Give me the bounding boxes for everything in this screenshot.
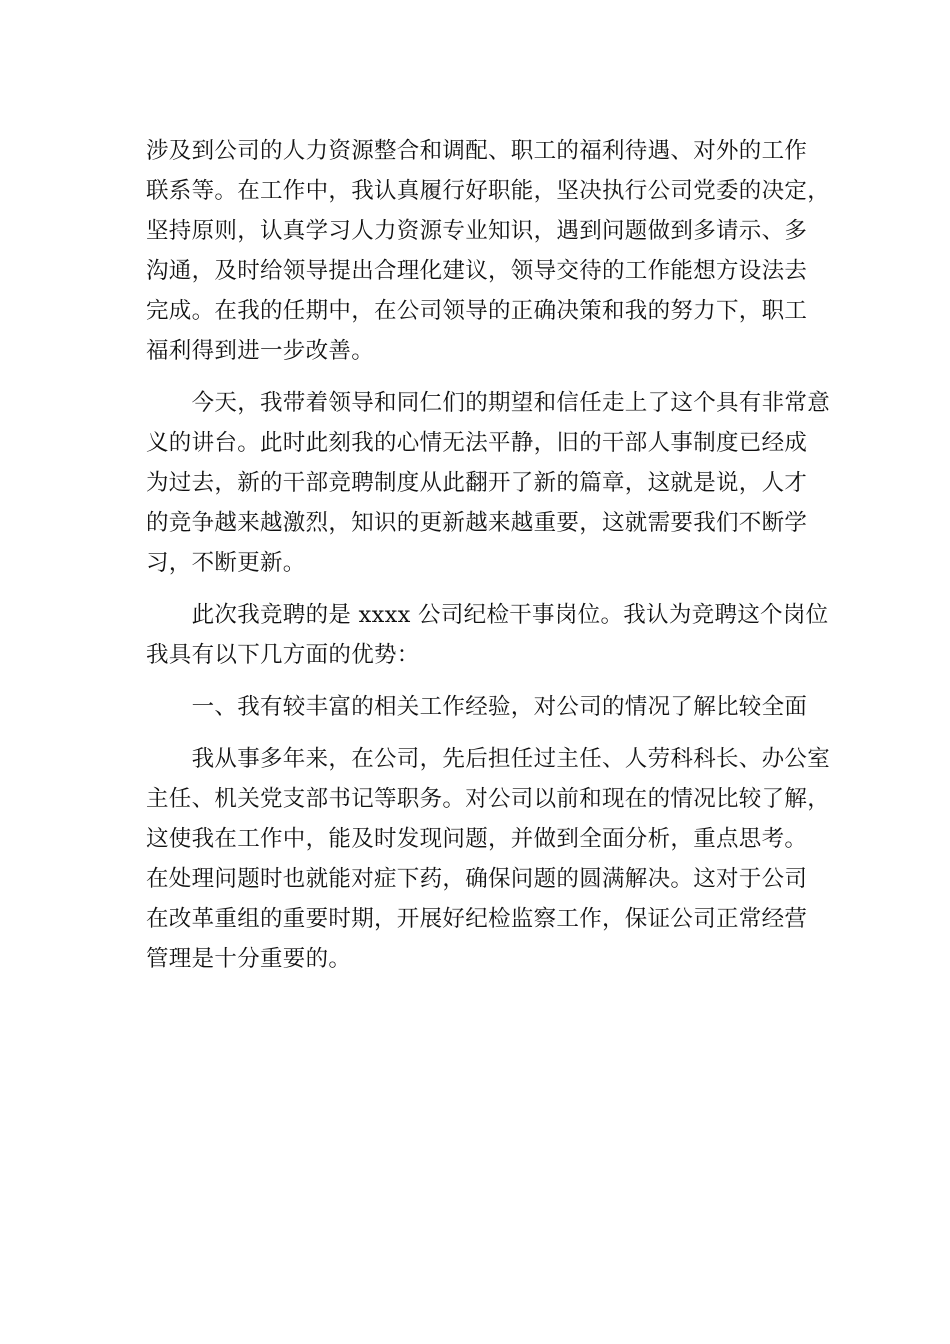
paragraph-today — [146, 383, 831, 583]
paragraph-hr-duties — [146, 131, 831, 371]
text-line: 义的讲台。此时此刻我的心情无法平静，旧的干部人事制度已经成 — [146, 430, 808, 456]
paragraph-experience — [146, 739, 831, 979]
text-line: 主任、机关党支部书记等职务。对公司以前和现在的情况比较了解， — [146, 786, 831, 812]
text-line: 坚持原则，认真学习人力资源专业知识，遇到问题做到多请示、多 — [146, 218, 808, 244]
text-line: 习，不断更新。 — [146, 550, 306, 576]
text-line: 联系等。在工作中，我认真履行好职能，坚决执行公司党委的决定， — [146, 178, 831, 204]
text-line: 为过去，新的干部竞聘制度从此翻开了新的篇章，这就是说，人才 — [146, 470, 808, 496]
text-line: 在改革重组的重要时期，开展好纪检监察工作，保证公司正常经营 — [146, 906, 808, 932]
text-line: 一、我有较丰富的相关工作经验，对公司的情况了解比较全面 — [146, 694, 808, 720]
text-line: 涉及到公司的人力资源整合和调配、职工的福利待遇、对外的工作 — [146, 138, 808, 164]
document-body — [146, 131, 831, 991]
text-line: 完成。在我的任期中，在公司领导的正确决策和我的努力下，职工 — [146, 298, 808, 324]
text-line: 管理是十分重要的。 — [146, 946, 352, 972]
text-line: 此次我竞聘的是 xxxx 公司纪检干事岗位。我认为竞聘这个岗位 — [146, 602, 829, 628]
section-heading-experience — [146, 687, 806, 727]
paragraph-position — [146, 595, 829, 675]
text-line: 我从事多年来，在公司，先后担任过主任、人劳科科长、办公室 — [146, 746, 831, 772]
text-line: 福利得到进一步改善。 — [146, 338, 375, 364]
text-line: 今天，我带着领导和同仁们的期望和信任走上了这个具有非常意 — [146, 390, 831, 416]
text-line: 这使我在工作中，能及时发现问题，并做到全面分析，重点思考。 — [146, 826, 808, 852]
text-line: 沟通，及时给领导提出合理化建议，领导交待的工作能想方设法去 — [146, 258, 808, 284]
text-line: 在处理问题时也就能对症下药，确保问题的圆满解决。这对于公司 — [146, 866, 808, 892]
text-line: 的竞争越来越激烈，知识的更新越来越重要，这就需要我们不断学 — [146, 510, 808, 536]
text-line: 我具有以下几方面的优势： — [146, 642, 420, 668]
